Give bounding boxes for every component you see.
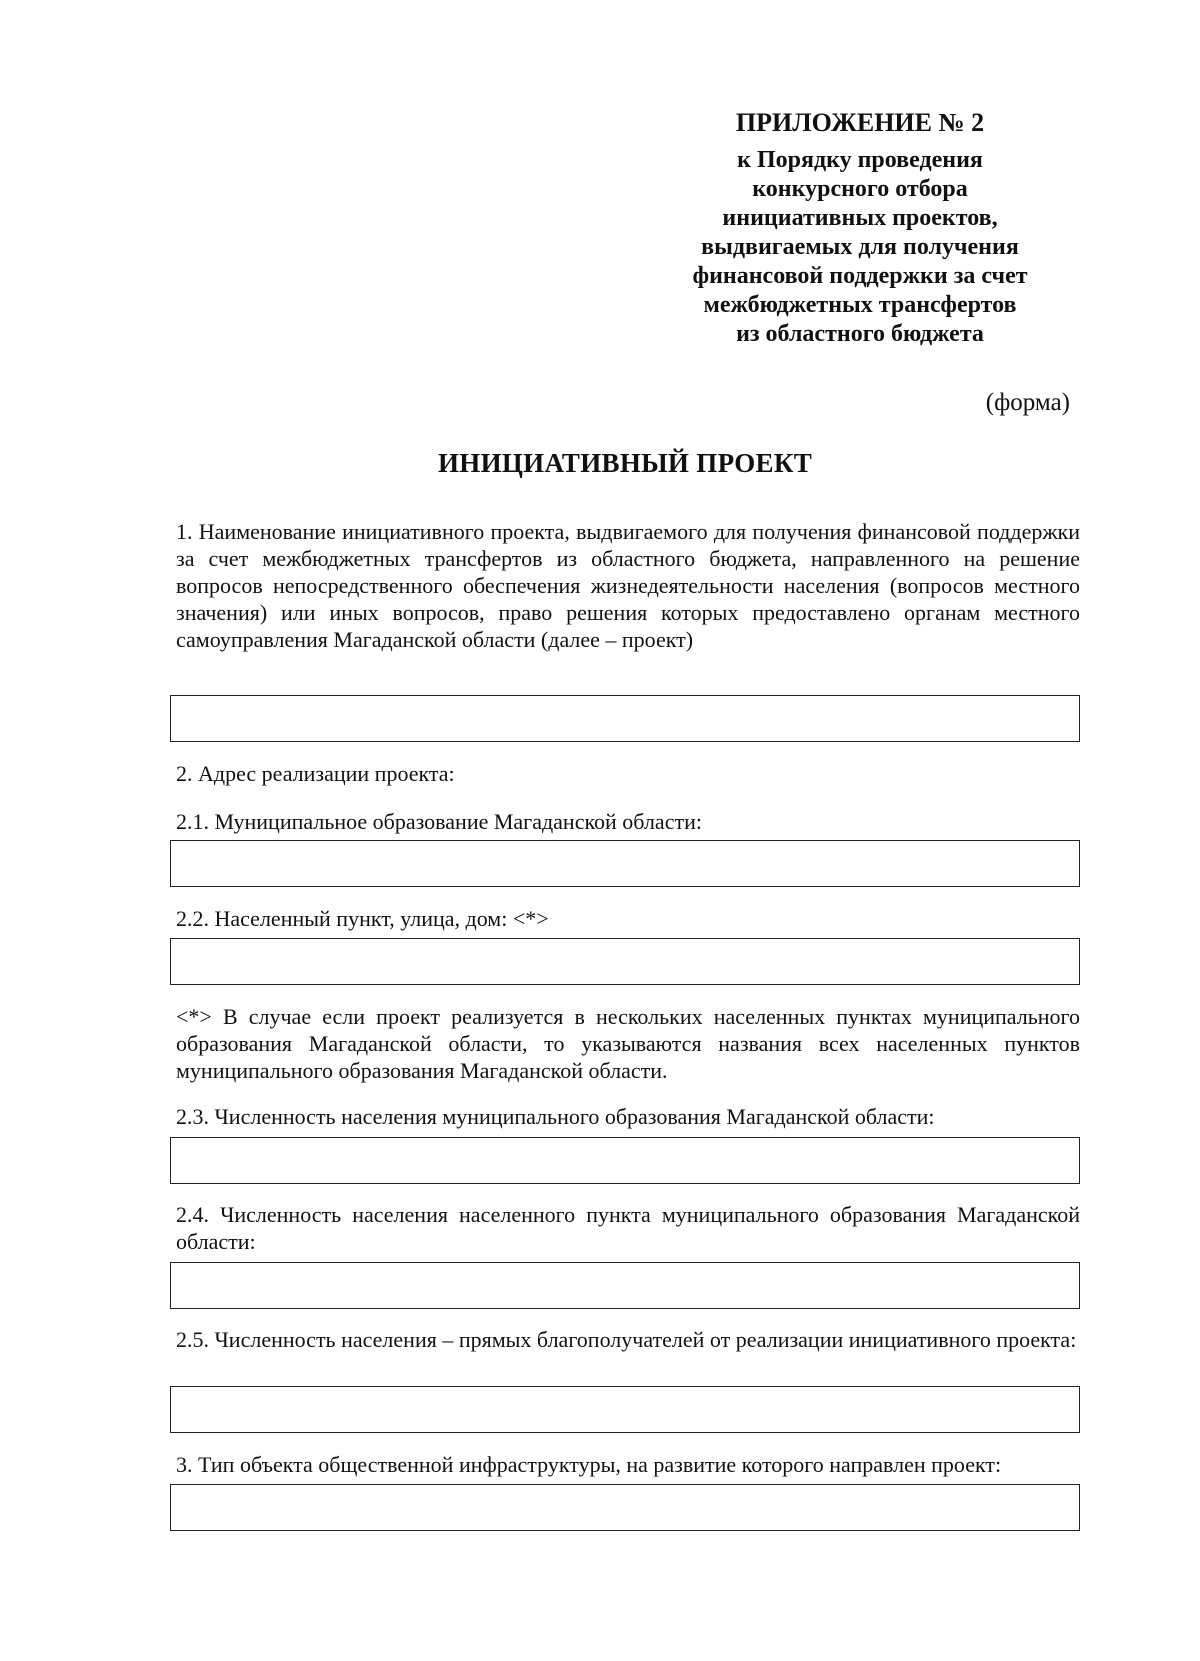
section-2-4-locality-population-label: 2.4. Численность населения населенного пункта муниципального образования Магаданской области: [176,1202,1080,1254]
appendix-subtitle-line: конкурсного отбора [752,176,968,202]
beneficiaries-population-field[interactable] [170,1386,1080,1433]
appendix-subtitle-line: выдвигаемых для получения [701,234,1019,260]
project-name-field[interactable] [170,695,1080,742]
locality-street-house-field[interactable] [170,938,1080,985]
section-2-2-locality-label: 2.2. Населенный пункт, улица, дом: <*> [176,906,549,931]
footnote-text: <*> В случае если проект реализуется в нескольких населенных пунктах муниципального образования Магаданской области, то указываются названия всех населенных пунктов муниципального образования Магаданской области. [176,1004,1080,1083]
municipal-population-field[interactable] [170,1137,1080,1184]
section-2-address-label: 2. Адрес реализации проекта: [176,761,455,786]
municipality-field[interactable] [170,840,1080,887]
locality-population-field[interactable] [170,1262,1080,1309]
section-2-3-municipal-population-label: 2.3. Численность населения муниципального образования Магаданской области: [176,1104,935,1129]
appendix-title: ПРИЛОЖЕНИЕ № 2 [735,108,985,137]
appendix-subtitle-line: из областного бюджета [736,321,984,347]
document-title: ИНИЦИАТИВНЫЙ ПРОЕКТ [437,448,813,478]
section-3-infrastructure-type-label: 3. Тип объекта общественной инфраструктуры, на развитие которого направлен проект: [176,1452,1002,1477]
appendix-subtitle-line: финансовой поддержки за счет [692,263,1028,289]
appendix-subtitle-line: инициативных проектов, [722,205,998,231]
appendix-subtitle-line: к Порядку проведения [737,147,983,173]
section-2-5-beneficiaries-label: 2.5. Численность населения – прямых благополучателей от реализации инициативного проекта: [176,1327,1077,1352]
infrastructure-type-field[interactable] [170,1484,1080,1531]
section-1-project-name-label: 1. Наименование инициативного проекта, выдвигаемого для получения финансовой поддержки за счет межбюджетных трансфертов из областного бюджета, направленного на решение вопросов непосредственного обеспечения жизнедеятельности населения (вопросов местного значения) или иных вопросов, право решения которых предоставлено органам местного самоуправления Магаданской области (далее – проект) [176,519,1080,652]
appendix-subtitle-line: межбюджетных трансфертов [703,292,1017,318]
section-2-1-municipality-label: 2.1. Муниципальное образование Магаданской области: [176,809,702,834]
appendix-header [620,106,1100,349]
form-label: (форма) [985,389,1070,416]
